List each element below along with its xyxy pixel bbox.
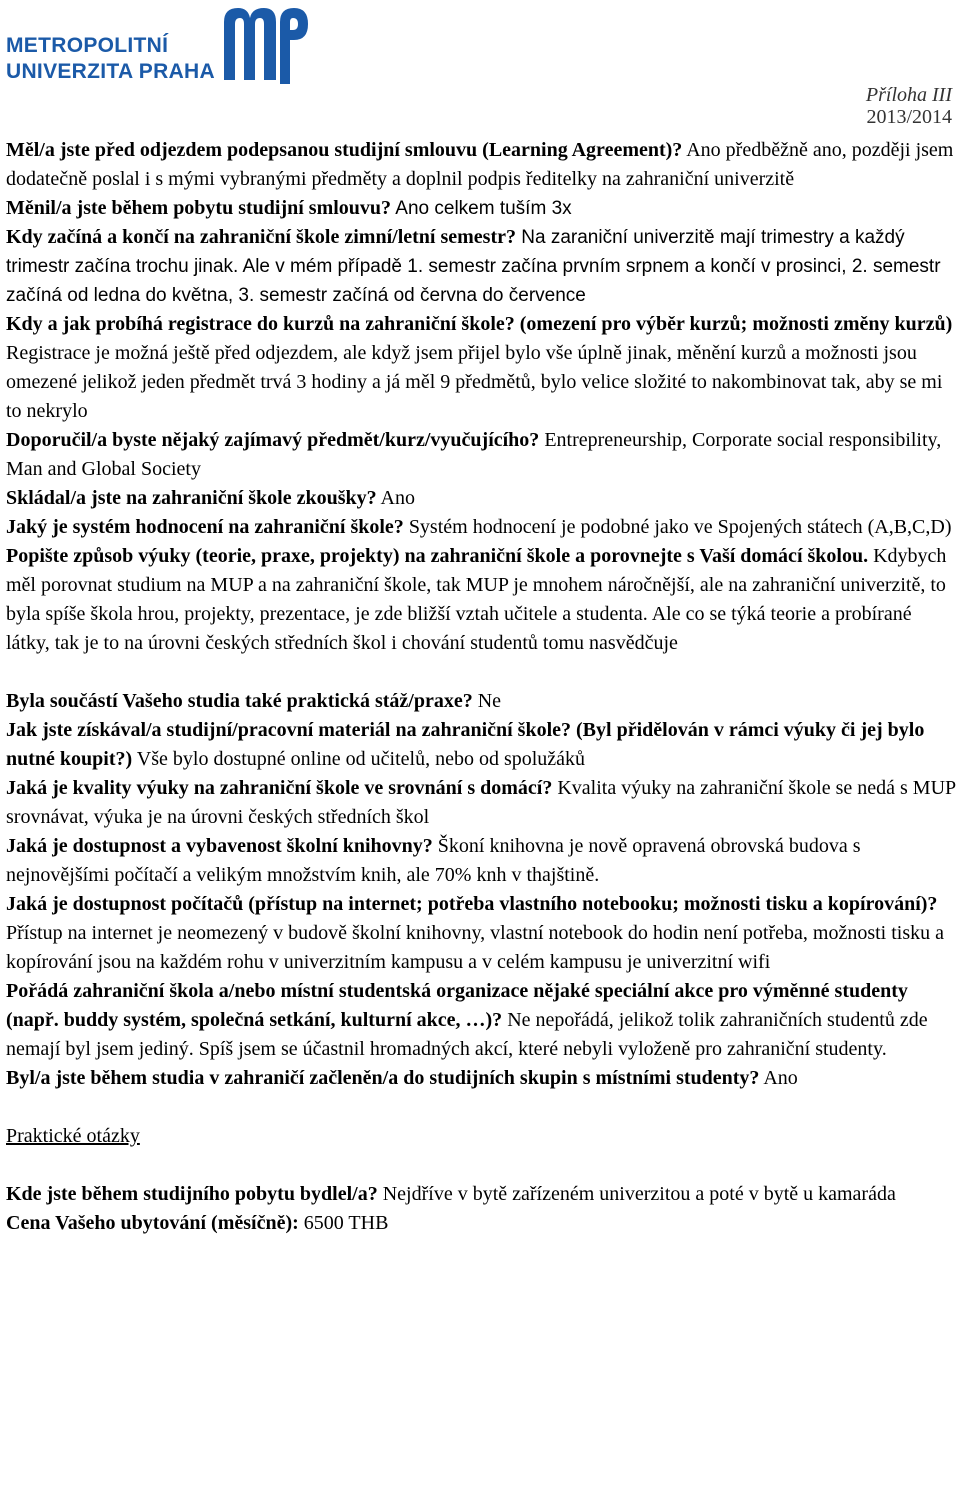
question-text: Kde jste během studijního pobytu bydlel/a? <box>6 1183 378 1205</box>
qa-paragraph <box>6 687 956 716</box>
qa-paragraph <box>6 194 956 223</box>
answer-text: Přístup na internet je neomezený v budově školní knihovny, vlastní notebook do hodin není potřeba, možnosti tisku a kopírování jsou na každém rohu v univerzitním kampusu a v celém kampusu je univerzitní wifi <box>6 922 944 973</box>
answer-text: Registrace je možná ještě před odjezdem, ale když jsem přijel bylo vše úplně jinak, měnění kurzů a možnosti jsou omezené jelikož jeden předmět trvá 3 hodiny a já měl 9 předmětů, bylo velice složité to nakombinovat tak, aby se mi to nekrylo <box>6 342 943 422</box>
qa-paragraph <box>6 1180 956 1209</box>
qa-block-3 <box>6 1180 956 1238</box>
answer-text: Ano celkem tuším 3x <box>391 198 572 219</box>
qa-paragraph <box>6 890 956 977</box>
qa-paragraph <box>6 1209 956 1238</box>
qa-paragraph <box>6 542 956 658</box>
qa-paragraph <box>6 832 956 890</box>
question-text: Skládal/a jste na zahraniční škole zkoušky? <box>6 487 377 509</box>
answer-text: Systém hodnocení je podobné jako ve Spojených státech (A,B,C,D) <box>403 516 952 538</box>
qa-paragraph <box>6 136 956 194</box>
question-text: Doporučil/a byste nějaký zajímavý předmět/kurz/vyučujícího? <box>6 429 540 451</box>
answer-text: Ne nepořádá, jelikož tolik zahraničních studentů zde nemají byl jsem jediný. Spíš jsem se účastnil hromadných akcí, které nebyli vyloženě pro zahraniční studenty. <box>6 1009 928 1060</box>
spacer <box>6 1093 956 1122</box>
question-text: Jak jste získával/a studijní/pracovní materiál na zahraniční škole? (Byl přidělován v rámci výuky či jej bylo nutné koupit?) <box>6 719 925 770</box>
answer-text: Kdybych měl porovnat studium na MUP a na zahraniční škole, tak MUP je mnohem náročnější, ale na zahraniční univerzitě, to byla spíše škola hrou, projekty, prezentace, je zde bližší vztah učitele a studenta. Ale co se týká teorie a probírané látky, tak je to na úrovni českých středních škol i chování studentů tomu nasvědčuje <box>6 545 947 654</box>
answer-text: Kvalita výuky na zahraniční škole se nedá s MUP srovnávat, výuka je na úrovni českých středních škol <box>6 777 956 828</box>
answer-text: Ano předběžně ano, později jsem dodatečně poslal i s mými vybranými předměty a doplnil podpis ředitelky na zahraniční univerzitě <box>6 139 954 190</box>
qa-paragraph <box>6 223 956 310</box>
answer-text: Škoní knihovna je nově opravená obrovská budova s nejnovějšími počítačí a velikým množstvím knih, ale 70% knh v thajštině. <box>6 835 861 886</box>
question-text: Měl/a jste před odjezdem podepsanou studijní smlouvu (Learning Agreement)? <box>6 139 683 161</box>
spacer <box>6 1151 956 1180</box>
question-text: Byl/a jste během studia v zahraničí začleněn/a do studijních skupin s místními studenty? <box>6 1067 760 1089</box>
question-text: Jaká je dostupnost počítačů (přístup na internet; potřeba vlastního notebooku; možnosti tisku a kopírování)? <box>6 893 938 915</box>
qa-block-2 <box>6 687 956 1093</box>
qa-paragraph <box>6 716 956 774</box>
annex-title: Příloha III <box>865 84 952 106</box>
answer-text: Vše bylo dostupné online od učitelů, nebo od spolužáků <box>132 748 586 770</box>
annex-label <box>866 84 952 128</box>
qa-paragraph <box>6 1064 956 1093</box>
qa-block-1 <box>6 136 956 658</box>
qa-paragraph <box>6 426 956 484</box>
section-heading: Praktické otázky <box>6 1125 140 1147</box>
logo-line-2: UNIVERZITA PRAHA <box>6 60 215 83</box>
question-text: Kdy začíná a končí na zahraniční škole zimní/letní semestr? <box>6 226 516 248</box>
question-text: Měnil/a jste během pobytu studijní smlouvu? <box>6 197 392 219</box>
answer-text: Nejdříve v bytě zařízeném univerzitou a poté v bytě u kamaráda <box>377 1183 896 1205</box>
qa-paragraph <box>6 774 956 832</box>
question-text: Kdy a jak probíhá registrace do kurzů na zahraniční škole? (omezení pro výběr kurzů; možnosti změny kurzů) <box>6 313 953 335</box>
question-text: Byla součástí Vašeho studia také praktická stáž/praxe? <box>6 690 473 712</box>
spacer <box>6 658 956 687</box>
question-text: Jaká je kvality výuky na zahraniční škole ve srovnání s domácí? <box>6 777 553 799</box>
question-text: Jaká je dostupnost a vybavenost školní knihovny? <box>6 835 433 857</box>
answer-text: 6500 THB <box>298 1212 389 1234</box>
qa-paragraph <box>6 513 956 542</box>
university-logo-icon <box>220 0 310 84</box>
qa-paragraph <box>6 977 956 1064</box>
answer-text: Entrepreneurship, Corporate social responsibility, Man and Global Society <box>6 429 942 480</box>
logo-line-1: METROPOLITNÍ <box>6 34 169 57</box>
document-body <box>6 136 956 1238</box>
question-text: Pořádá zahraniční škola a/nebo místní studentská organizace nějaké speciální akce pro výměnné studenty (např. buddy systém, společná setkání, kulturní akce, …)? <box>6 980 908 1031</box>
qa-paragraph <box>6 310 956 426</box>
question-text: Jaký je systém hodnocení na zahraniční škole? <box>6 516 404 538</box>
annex-year: 2013/2014 <box>866 106 952 128</box>
question-text: Popište způsob výuky (teorie, praxe, projekty) na zahraniční škole a porovnejte s Vaší domácí školou. <box>6 545 869 567</box>
answer-text: Na zaraniční univerzitě mají trimestry a každý trimestr začína trochu jinak. Ale v mém případě 1. semestr začína prvním srpnem a končí v prosinci, 2. semestr začíná od ledna do května, 3. semestr začíná od června do července <box>6 227 941 306</box>
page-header <box>0 0 960 128</box>
answer-text: Ano <box>376 487 415 509</box>
question-text: Cena Vašeho ubytování (měsíčně): <box>6 1212 299 1234</box>
qa-paragraph <box>6 484 956 513</box>
answer-text: Ne <box>472 690 502 712</box>
answer-text: Ano <box>759 1067 798 1089</box>
